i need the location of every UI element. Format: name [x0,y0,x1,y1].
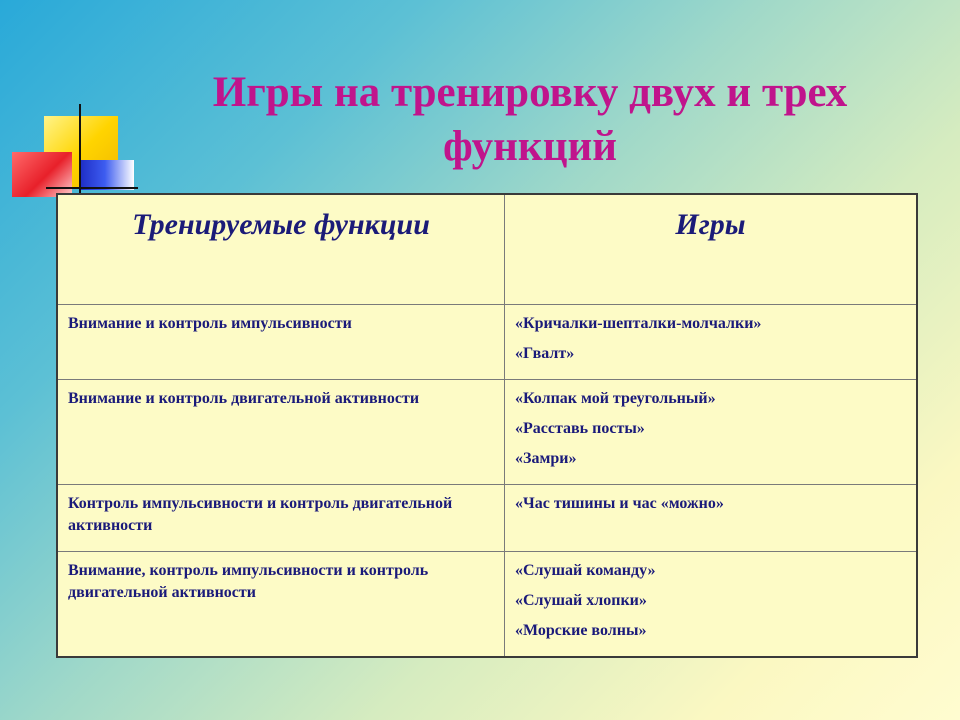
games-cell [505,551,918,657]
function-cell: Внимание, контроль импульсивности и контроль двигательной активности [57,551,505,657]
table-row [57,304,917,379]
game-item: «Слушай команду» [515,561,656,579]
game-item: «Морские волны» [515,621,647,639]
function-cell: Внимание и контроль импульсивности [57,304,505,379]
game-item: «Колпак мой треугольный» [515,389,716,407]
table-row [57,379,917,484]
game-item: «Слушай хлопки» [515,591,647,609]
function-cell: Внимание и контроль двигательной активности [57,379,505,484]
game-item: «Гвалт» [515,344,575,362]
function-cell: Контроль импульсивности и контроль двигательной активности [57,484,505,551]
decorative-horizontal-line [46,187,138,189]
slide-title: Игры на тренировку двух и трех функций [212,69,848,170]
decorative-blue-rectangle [81,160,134,190]
games-cell [505,484,918,551]
table-header-row [57,194,917,304]
game-item: «Замри» [515,449,577,467]
header-functions: Тренируемые функции [57,194,505,304]
game-item: «Кричалки-шепталки-молчалки» [515,314,762,332]
decorative-red-square [12,152,72,197]
game-item: «Час тишины и час «можно» [515,494,724,512]
games-cell [505,304,918,379]
table-row [57,484,917,551]
table-row [57,551,917,657]
games-cell [505,379,918,484]
decorative-vertical-line [79,104,81,194]
game-item: «Расставь посты» [515,419,645,437]
header-games: Игры [505,194,918,304]
games-table [56,193,918,658]
